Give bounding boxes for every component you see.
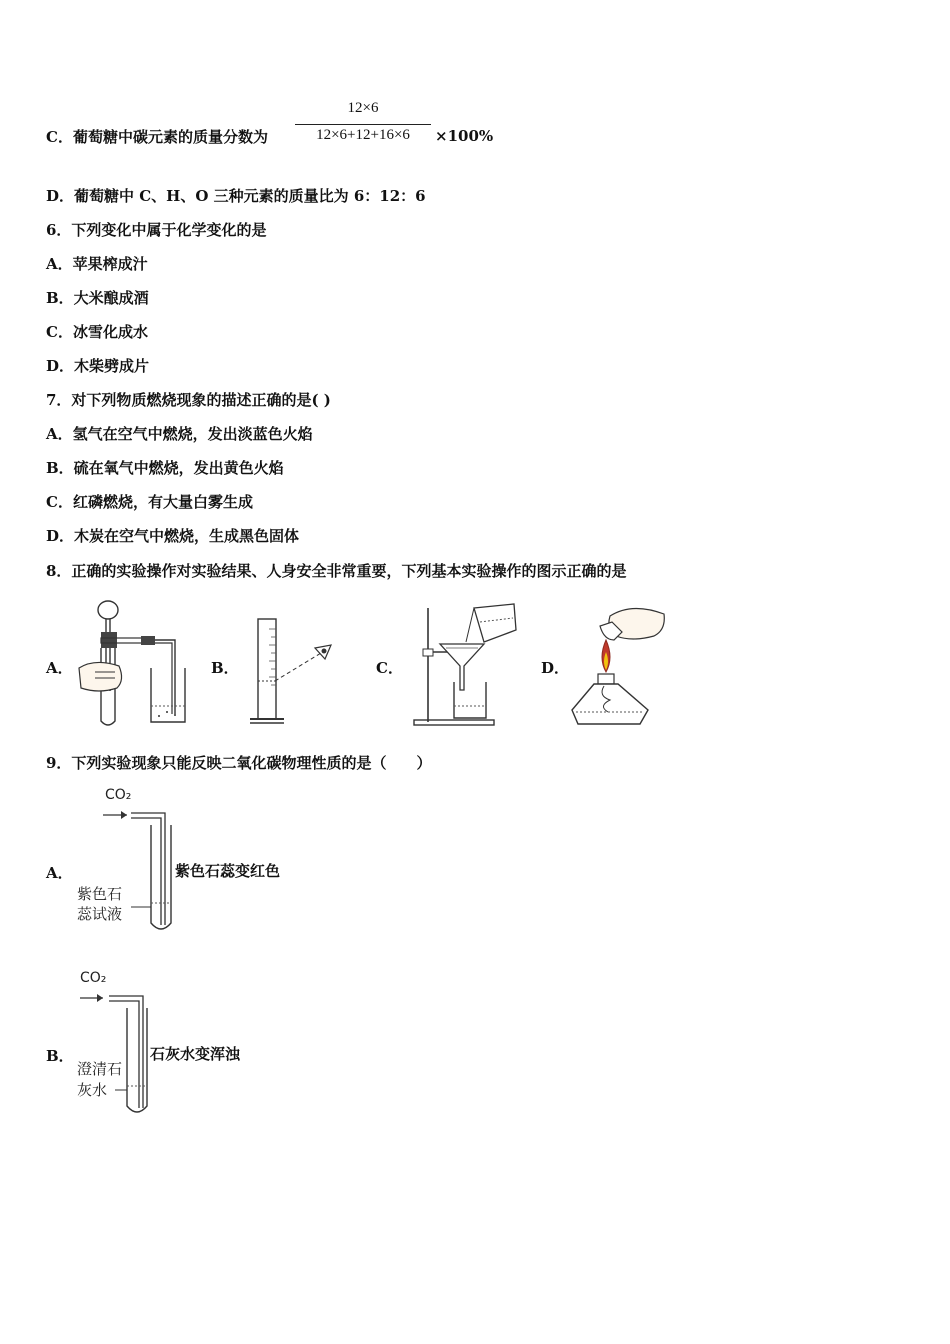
q9-stem: 9．下列实验现象只能反映二氧化碳物理性质的是（ ） xyxy=(46,754,432,772)
q9-option-a-phenomenon: 紫色石蕊变红色 xyxy=(175,862,281,880)
q6-option-a: A．苹果榨成汁 xyxy=(46,255,148,273)
q7-option-a: A．氢气在空气中燃烧，发出淡蓝色火焰 xyxy=(46,425,313,443)
q5-option-c-label: C．葡萄糖中碳元素的质量分数为 xyxy=(46,128,268,146)
co2-gas-label: CO₂ xyxy=(105,787,132,803)
graduated-cylinder-reading-figure xyxy=(245,615,340,730)
q5-option-d: D．葡萄糖中 C、H、O 三种元素的质量比为 6：12：6 xyxy=(46,187,426,205)
q6-option-b: B．大米酿成酒 xyxy=(46,289,149,307)
q8-stem: 8．正确的实验操作对实验结果、人身安全非常重要，下列基本实验操作的图示正确的是 xyxy=(46,562,627,580)
q6-stem: 6．下列变化中属于化学变化的是 xyxy=(46,221,267,239)
fraction-percent: ×100% xyxy=(435,127,494,145)
q8-option-a-label: A． xyxy=(46,659,73,677)
q7-option-b: B．硫在氧气中燃烧，发出黄色火焰 xyxy=(46,459,284,477)
q9-option-a-label: A． xyxy=(46,864,73,882)
fraction-numerator: 12×6 xyxy=(347,100,379,116)
q8-option-c-label: C． xyxy=(376,659,403,677)
litmus-label-line2: 蕊试液 xyxy=(77,905,123,923)
co2-limewater-tube-figure xyxy=(75,968,185,1118)
q9-option-b-phenomenon: 石灰水变浑浊 xyxy=(150,1045,241,1063)
lighting-alcohol-lamp-figure xyxy=(570,600,670,730)
co2-gas-label-b: CO₂ xyxy=(80,970,107,986)
q7-stem: 7．对下列物质燃烧现象的描述正确的是( ) xyxy=(46,391,331,409)
q7-option-c: C．红磷燃烧，有大量白雾生成 xyxy=(46,493,253,511)
limewater-label-line1: 澄清石 xyxy=(77,1060,123,1078)
q6-option-c: C．冰雪化成水 xyxy=(46,323,148,341)
fraction-bar xyxy=(295,124,431,125)
airtightness-check-figure xyxy=(75,596,185,731)
litmus-label-line1: 紫色石 xyxy=(77,885,123,903)
q6-option-d: D．木柴劈成片 xyxy=(46,357,150,375)
filtration-pouring-figure xyxy=(410,600,525,730)
q8-option-d-label: D． xyxy=(541,659,570,677)
co2-litmus-tube-figure xyxy=(75,785,185,935)
limewater-label-line2: 灰水 xyxy=(77,1081,108,1099)
fraction-denominator: 12×6+12+16×6 xyxy=(316,127,410,143)
q8-option-b-label: B． xyxy=(211,659,239,677)
q9-option-b-label: B． xyxy=(46,1047,74,1065)
q7-option-d: D．木炭在空气中燃烧，生成黑色固体 xyxy=(46,527,300,545)
